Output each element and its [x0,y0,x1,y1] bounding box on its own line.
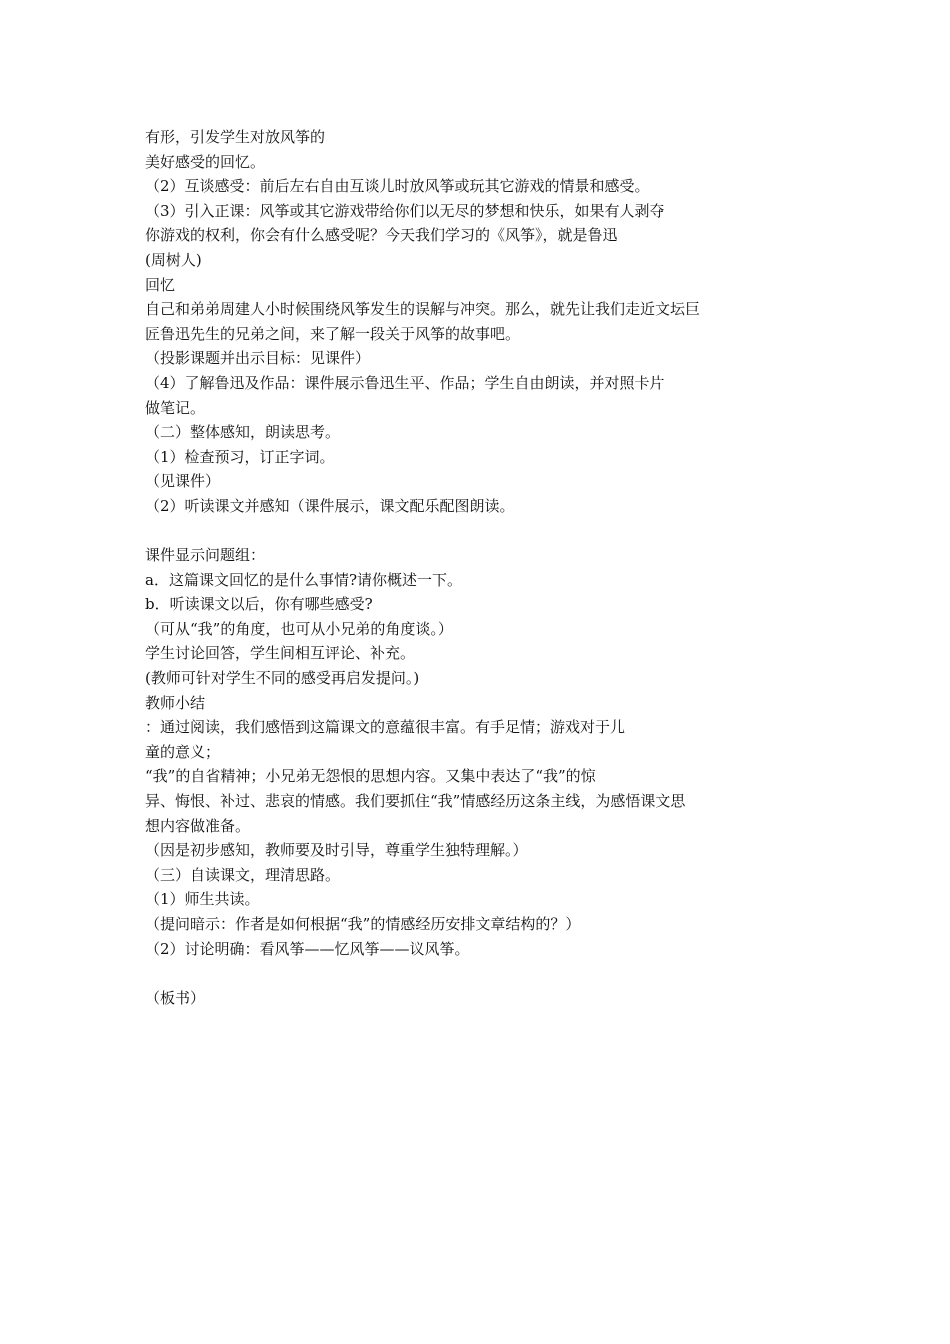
question-item: a．这篇课文回忆的是什么事情?请你概述一下。 [145,570,462,589]
text-line: 有形，引发学生对放风筝的 [145,128,326,146]
text-line: （提问暗示：作者是如何根据“我”的情感经历安排文章结构的？） [145,915,581,933]
text-line: （1）检查预习，订正字词。 [145,447,335,466]
text-line: 想内容做准备。 [145,816,251,835]
text-line: 童的意义； [145,742,221,761]
section-heading: （三）自读课文，理清思路。 [145,865,341,884]
text-line: 你游戏的权利，你会有什么感受呢？今天我们学习的《风筝》，就是鲁迅 [145,226,618,245]
document-body [145,125,785,1010]
text-line: （可从“我”的角度，也可从小兄弟的角度谈。） [145,619,453,638]
blank-line [145,519,785,544]
text-line: 做笔记。 [145,398,206,417]
text-line: 异、悔恨、补过、悲哀的情感。我们要抓住“我”情感经历这条主线，为感悟课文思 [145,792,686,811]
text-line: （因是初步感知，教师要及时引导，尊重学生独特理解。） [145,841,528,860]
text-line: （投影课题并出示目标：见课件） [145,349,371,368]
section-heading: （二）整体感知，朗读思考。 [145,423,341,442]
text-line: （3）引入正课：风筝或其它游戏带给你们以无尽的梦想和快乐，如果有人剥夺 [145,201,665,220]
text-line: (教师可针对学生不同的感受再启发提问。) [145,669,420,688]
text-line: （4）了解鲁迅及作品：课件展示鲁迅生平、作品；学生自由朗读，并对照卡片 [145,373,665,392]
text-line: 课件显示问题组： [145,546,266,565]
text-line: （见课件） [145,472,221,491]
text-line: （2）互谈感受：前后左右自由互谈儿时放风筝或玩其它游戏的情景和感受。 [145,177,650,196]
text-line: “我”的自省精神；小兄弟无怨恨的思想内容。又集中表达了“我”的惊 [145,767,596,786]
text-line: 学生讨论回答，学生间相互评论、补充。 [145,644,416,663]
text-line: 自己和弟弟周建人小时候围绕风筝发生的误解与冲突。那么，就先让我们走近文坛巨 [145,300,701,319]
text-line: （2）讨论明确：看风筝——忆风筝——议风筝。 [145,939,470,958]
text-line: （2）听读课文并感知（课件展示，课文配乐配图朗读。 [145,496,515,515]
text-line: 美好感受的回忆。 [145,152,266,171]
text-line: 回忆 [145,275,176,294]
text-line: 匠鲁迅先生的兄弟之间，来了解一段关于风筝的故事吧。 [145,324,521,343]
text-line: ：通过阅读，我们感悟到这篇课文的意蕴很丰富。有手足情；游戏对于儿 [145,718,626,737]
text-line: 教师小结 [145,693,206,712]
text-line: （1）师生共读。 [145,890,260,909]
text-line: （板书） [145,988,206,1007]
question-item: b．听读课文以后，你有哪些感受? [145,595,373,614]
blank-line [145,961,785,986]
text-line: (周树人) [145,250,202,269]
